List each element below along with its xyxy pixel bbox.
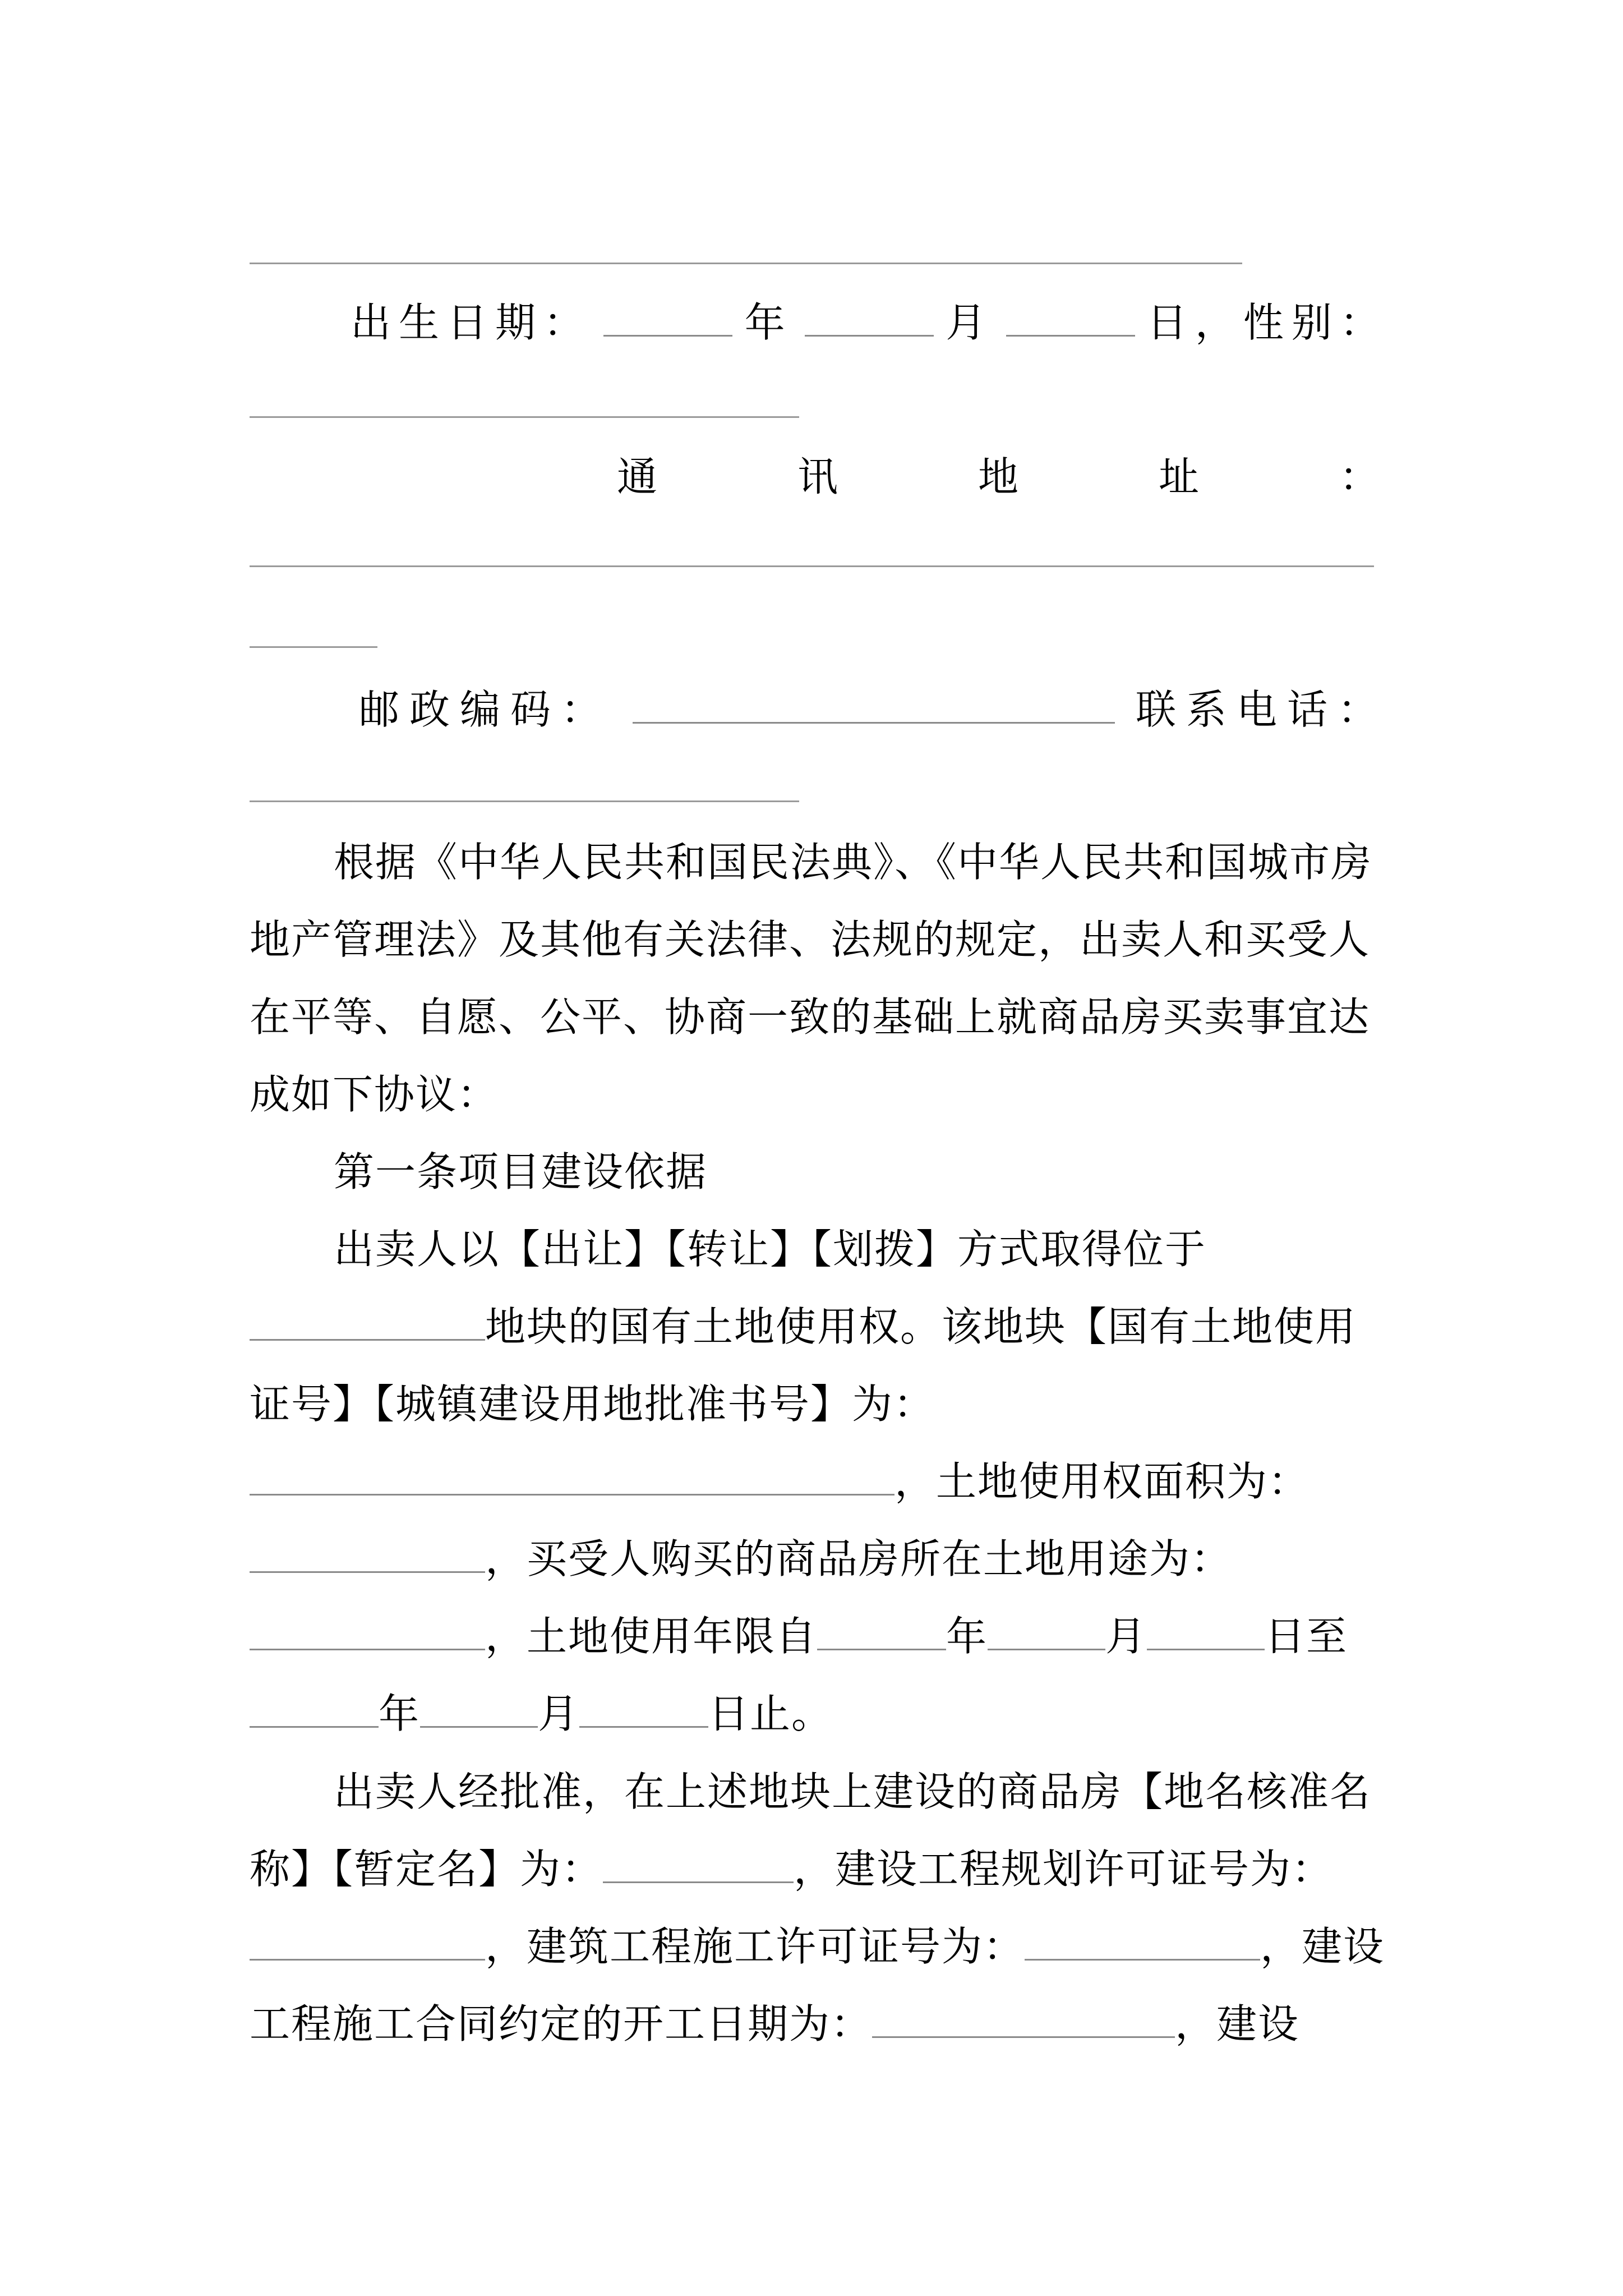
phone-label: 联系电话： [1135,686,1388,733]
start-date-text: ，建设工程施工合同约定的开工日期为： [250,1923,1385,2047]
article-1-title: 第一条项目建设依据 [334,1148,708,1195]
term-end-year-blank [250,1688,379,1728]
planning-permit-text: ，建设工程规划许可证号为： [794,1846,1334,1893]
term-end-month-blank [420,1688,538,1728]
year-label: 年 [379,1690,421,1737]
address-row [617,449,1520,505]
birth-date-label: 出生日期： [351,299,592,346]
month-label: 月 [946,299,994,346]
term-start-year-blank [817,1611,946,1650]
top-fill-line [250,263,1242,264]
land-use-blank [250,1611,485,1650]
planning-permit-blank [250,1921,485,1961]
address-label: 通讯地址： [617,453,1520,500]
article-1-paragraph-1 [250,1211,1388,1752]
address-fill-line [250,565,1374,567]
gender-fill-line [250,416,799,418]
article-1-paragraph-2 [250,1753,1388,2063]
birth-month-blank [805,297,934,337]
day-gender-label: 日，性别： [1146,299,1388,346]
phone-fill-line [250,800,799,802]
term-start-day-blank [1147,1611,1265,1650]
term-start-month-blank [988,1611,1105,1650]
birth-year-blank [603,297,732,337]
postcode-blank [633,684,1115,724]
term-to-text: 日至 [1265,1613,1348,1660]
preamble-paragraph: 根据《中华人民共和国民法典》、《中华人民共和国城市房地产管理法》及其他有关法律、法规的规定，出卖人和买受人在平等、自愿、公平、协商一致的基础上就商品房买卖事宜达成如下协议： [250,839,1373,1118]
birth-day-blank [1006,297,1135,337]
project-name-blank [603,1843,794,1883]
land-acquisition-text: 出卖人以【出让】【转让】【划拨】方式取得位于 [334,1226,1207,1273]
year-label: 年 [946,1613,988,1660]
postcode-phone-row [250,682,1388,738]
birth-date-row [250,295,1388,351]
start-date-blank [872,1998,1175,2038]
land-area-text: ，土地使用权面积为： [895,1458,1310,1505]
certificate-number-blank [250,1456,895,1496]
term-end-text: 日止。 [708,1690,833,1737]
land-area-blank [250,1533,485,1573]
construction-permit-text: ，建筑工程施工许可证号为： [485,1923,1025,1970]
year-label: 年 [744,299,793,346]
construction-permit-blank [1025,1921,1260,1961]
project-name-text: 出卖人经批准，在上述地块上建设的商品房【地名核准名称】【暂定名】为： [250,1768,1372,1893]
term-end-day-blank [579,1688,708,1728]
continuation-text: ，建设 [1175,2000,1300,2047]
land-certificate-text: 地块的国有土地使用权。该地块【国有土地使用证号】【城镇建设用地批准书号】为： [250,1303,1357,1428]
land-location-blank [250,1301,485,1341]
postcode-label: 邮政编码： [359,686,612,733]
month-label: 月 [1105,1613,1147,1660]
address-fill-line-2 [250,646,377,648]
land-use-text: ，买受人购买的商品房所在土地用途为： [485,1535,1233,1582]
month-label: 月 [538,1690,580,1737]
land-term-text: ，土地使用年限自 [485,1613,818,1660]
